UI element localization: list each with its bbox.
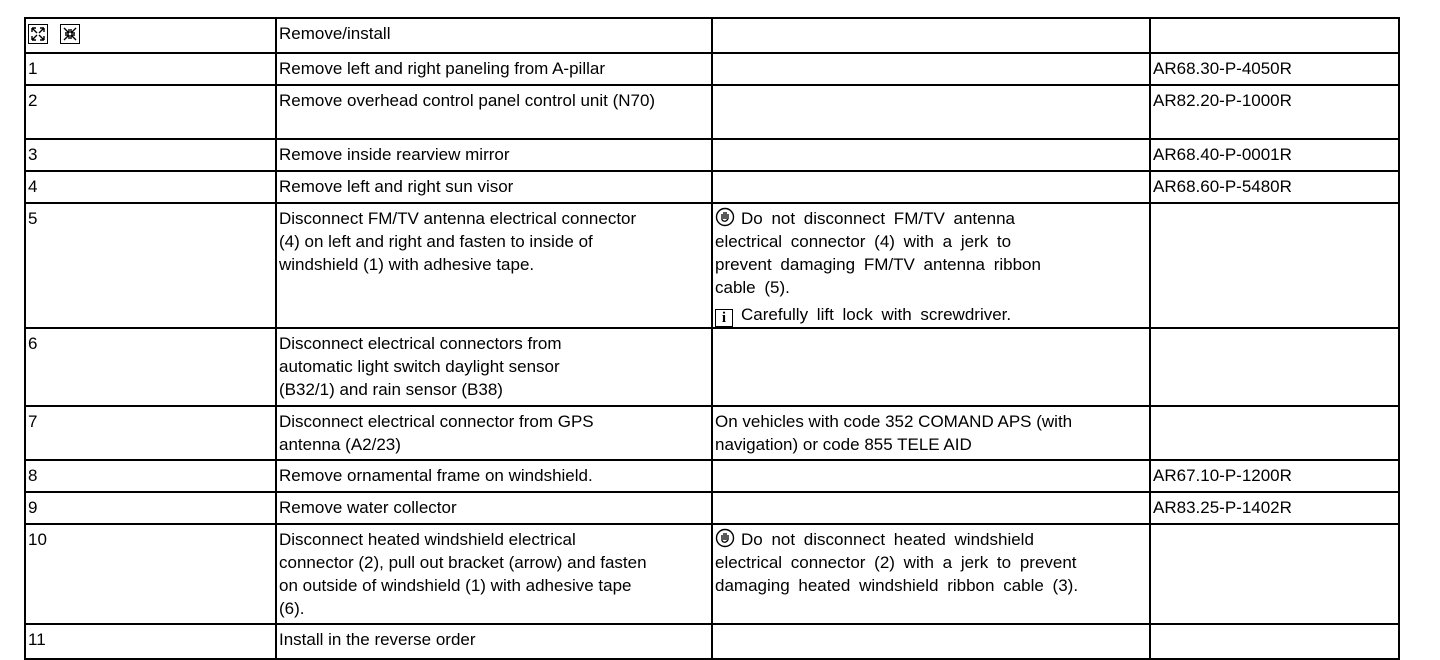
step-reference-link[interactable]: AR67.10-P-1200R (1150, 460, 1399, 492)
step-text: Remove inside rearview mirror (276, 139, 712, 171)
step-number: 1 (25, 53, 276, 85)
header-empty-ref (1150, 18, 1399, 53)
table-row (25, 406, 1399, 460)
step-reference-link[interactable]: AR82.20-P-1000R (1150, 85, 1399, 139)
step-note (712, 624, 1150, 659)
step-note (712, 85, 1150, 139)
step-text: Remove left and right paneling from A-pillar (276, 53, 712, 85)
step-number: 8 (25, 460, 276, 492)
step-reference-link[interactable] (1150, 406, 1399, 460)
table-row (25, 53, 1399, 85)
table-row (25, 624, 1399, 659)
step-reference-link[interactable] (1150, 203, 1399, 328)
step-reference-link[interactable] (1150, 624, 1399, 659)
table-row (25, 524, 1399, 624)
step-note (712, 139, 1150, 171)
step-text: Install in the reverse order (276, 624, 712, 659)
table-row (25, 139, 1399, 171)
expand-arrows-icon[interactable] (28, 24, 48, 44)
step-reference-link[interactable] (1150, 524, 1399, 624)
table-row (25, 492, 1399, 524)
table-row (25, 85, 1399, 139)
info-text: Carefully lift lock with screwdriver. (741, 305, 1012, 324)
step-text: Remove overhead control panel control unit (N70) (276, 85, 712, 139)
step-note (712, 524, 1150, 624)
caution-text: Do not disconnect heated windshield electrical connector (2) with a jerk to prevent damaging heated windshield ribbon cable (3). (715, 530, 1079, 595)
step-text: Disconnect FM/TV antenna electrical connector (4) on left and right and fasten to inside of windshield (1) with adhesive tape. (276, 203, 712, 328)
collapse-arrows-icon[interactable] (60, 24, 80, 44)
procedure-table (24, 17, 1400, 660)
step-note: On vehicles with code 352 COMAND APS (with navigation) or code 855 TELE AID (712, 406, 1150, 460)
step-text: Remove ornamental frame on windshield. (276, 460, 712, 492)
step-number: 7 (25, 406, 276, 460)
table-row (25, 171, 1399, 203)
step-text: Disconnect electrical connectors from automatic light switch daylight sensor (B32/1) and rain sensor (B38) (276, 328, 712, 406)
step-reference-link[interactable]: AR68.60-P-5480R (1150, 171, 1399, 203)
step-note (712, 171, 1150, 203)
step-number: 2 (25, 85, 276, 139)
table-row (25, 328, 1399, 406)
step-number: 5 (25, 203, 276, 328)
step-note (712, 53, 1150, 85)
step-reference-link[interactable]: AR83.25-P-1402R (1150, 492, 1399, 524)
step-number: 10 (25, 524, 276, 624)
step-text: Disconnect heated windshield electrical connector (2), pull out bracket (arrow) and fasten on outside of windshield (1) with adhesive tape (6). (276, 524, 712, 624)
step-text: Remove water collector (276, 492, 712, 524)
header-label: Remove/install (276, 18, 712, 53)
step-number: 4 (25, 171, 276, 203)
caution-hand-icon (715, 207, 735, 227)
step-note (712, 328, 1150, 406)
caution-hand-icon (715, 528, 735, 548)
info-icon: i (715, 309, 733, 327)
header-empty-note (712, 18, 1150, 53)
step-text: Remove left and right sun visor (276, 171, 712, 203)
step-reference-link[interactable]: AR68.40-P-0001R (1150, 139, 1399, 171)
step-note (712, 203, 1150, 328)
step-number: 11 (25, 624, 276, 659)
header-icons-cell (25, 18, 276, 53)
table-header-row (25, 18, 1399, 53)
caution-text: Do not disconnect FM/TV antenna electrical connector (4) with a jerk to prevent damaging FM/TV antenna ribbon cable (5). (715, 209, 1041, 297)
table-row (25, 460, 1399, 492)
step-reference-link[interactable] (1150, 328, 1399, 406)
step-note (712, 492, 1150, 524)
step-number: 6 (25, 328, 276, 406)
step-number: 3 (25, 139, 276, 171)
step-text: Disconnect electrical connector from GPS antenna (A2/23) (276, 406, 712, 460)
step-note (712, 460, 1150, 492)
step-reference-link[interactable]: AR68.30-P-4050R (1150, 53, 1399, 85)
step-number: 9 (25, 492, 276, 524)
table-row (25, 203, 1399, 328)
